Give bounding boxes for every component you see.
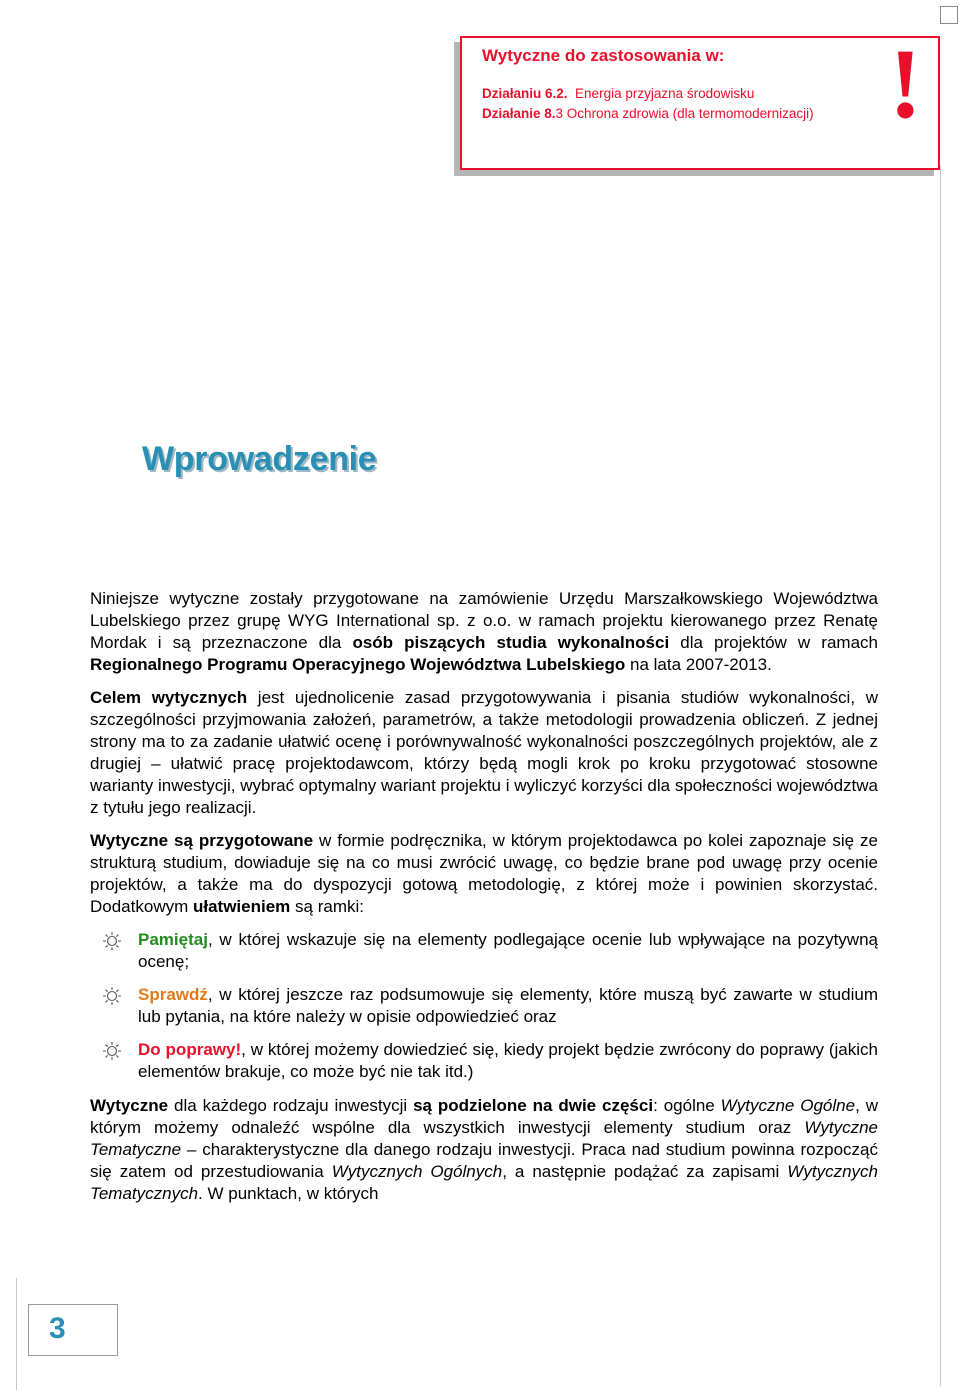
bullet-text-check: , w której jeszcze raz podsumowuje się elementy, które muszą być zawarte w studium lub pytania, na które należy w opisie odpowiedzieć oraz xyxy=(138,985,878,1026)
frame-types-list xyxy=(90,929,878,1083)
header-line-2-text: 3 Ochrona zdrowia (dla termomodernizacji) xyxy=(555,106,814,121)
guidelines-header-box xyxy=(460,28,940,170)
header-line-2-bold: Działanie 8. xyxy=(482,106,556,121)
page-number-box xyxy=(28,1304,118,1356)
sun-bullet-icon xyxy=(102,1041,122,1061)
header-line-1-text: Energia przyjazna środowisku xyxy=(575,86,755,101)
header-line-2 xyxy=(482,106,814,121)
page-number: 3 xyxy=(49,1312,66,1345)
bullet-text-fix: , w której możemy dowiedzieć się, kiedy projekt będzie zwrócony do poprawy (jakich elementów brakuje, co może być nie tak itd.) xyxy=(138,1040,878,1081)
exclamation-mark-icon: ! xyxy=(888,28,922,139)
sun-bullet-icon xyxy=(102,986,122,1006)
paragraph-format: Wytyczne są przygotowane w formie podręcznika, w którym projektodawca po kolei zapoznaje się ze strukturą studium, dowiaduje się na co musi zwrócić uwagę, co będzie brane pod uwagę przy ocenie projektów, a także ma do dyspozycji gotową metodologię, z której może i powinien skorzystać. Dodatkowym ułatwieniem są ramki: xyxy=(90,831,878,916)
sun-bullet-icon xyxy=(102,931,122,951)
list-item-check xyxy=(90,984,878,1028)
list-item-remember xyxy=(90,929,878,973)
right-margin-line xyxy=(940,166,941,1386)
header-line-1 xyxy=(482,86,754,101)
bullet-text-remember: , w której wskazuje się na elementy podlegające ocenie lub wpływające na pozytywną ocenę; xyxy=(138,930,878,971)
header-line-1-bold: Działaniu 6.2. xyxy=(482,86,568,101)
paragraph-structure: Wytyczne dla każdego rodzaju inwestycji są podzielone na dwie części: ogólne Wytyczne Ogólne, w którym możemy odnaleźć wspólne dla wszystkich inwestycji elementy studium oraz Wytyczne Tematyczne – charakterystyczne dla danego rodzaju inwestycji. Praca nad studium powinna rozpocząć się zatem od przestudiowania Wytycznych Ogólnych, a następnie podążać za zapisami Wytycznych Tematycznych. W punktach, w których xyxy=(90,1096,878,1203)
keyword-check: Sprawdź xyxy=(138,985,208,1004)
page-number-line xyxy=(16,1278,17,1390)
body-text xyxy=(90,588,878,1216)
keyword-remember: Pamiętaj xyxy=(138,930,208,949)
paragraph-intro: Niniejsze wytyczne zostały przygotowane na zamówienie Urzędu Marszałkowskiego Województwa Lubelskiego przez grupę WYG International sp. z o.o. w ramach projektu kierowanego przez Renatę Mordak i są przeznaczone dla osób piszących studia wykonalności dla projektów w ramach Regionalnego Programu Operacyjnego Województwa Lubelskiego na lata 2007-2013. xyxy=(90,589,878,674)
corner-marker xyxy=(940,6,958,24)
section-title: Wprowadzenie xyxy=(142,440,377,478)
header-title: Wytyczne do zastosowania w: xyxy=(482,46,725,65)
list-item-fix xyxy=(90,1039,878,1083)
keyword-fix: Do poprawy! xyxy=(138,1040,242,1059)
paragraph-purpose: Celem wytycznych jest ujednolicenie zasad przygotowywania i pisania studiów wykonalności, w szczególności przyjmowania założeń, parametrów, a także metodologii prowadzenia obliczeń. Z jednej strony ma to za zadanie ułatwić ocenę i porównywalność wykonalności poszczególnych projektów, ale z drugiej – ułatwić pracę projektodawcom, którzy będą mogli krok po kroku przygotować stosowne warianty inwestycji, wybrać optymalny wariant projektu i wyliczyć korzyści dla społeczności województwa z tytułu jego realizacji. xyxy=(90,688,878,817)
